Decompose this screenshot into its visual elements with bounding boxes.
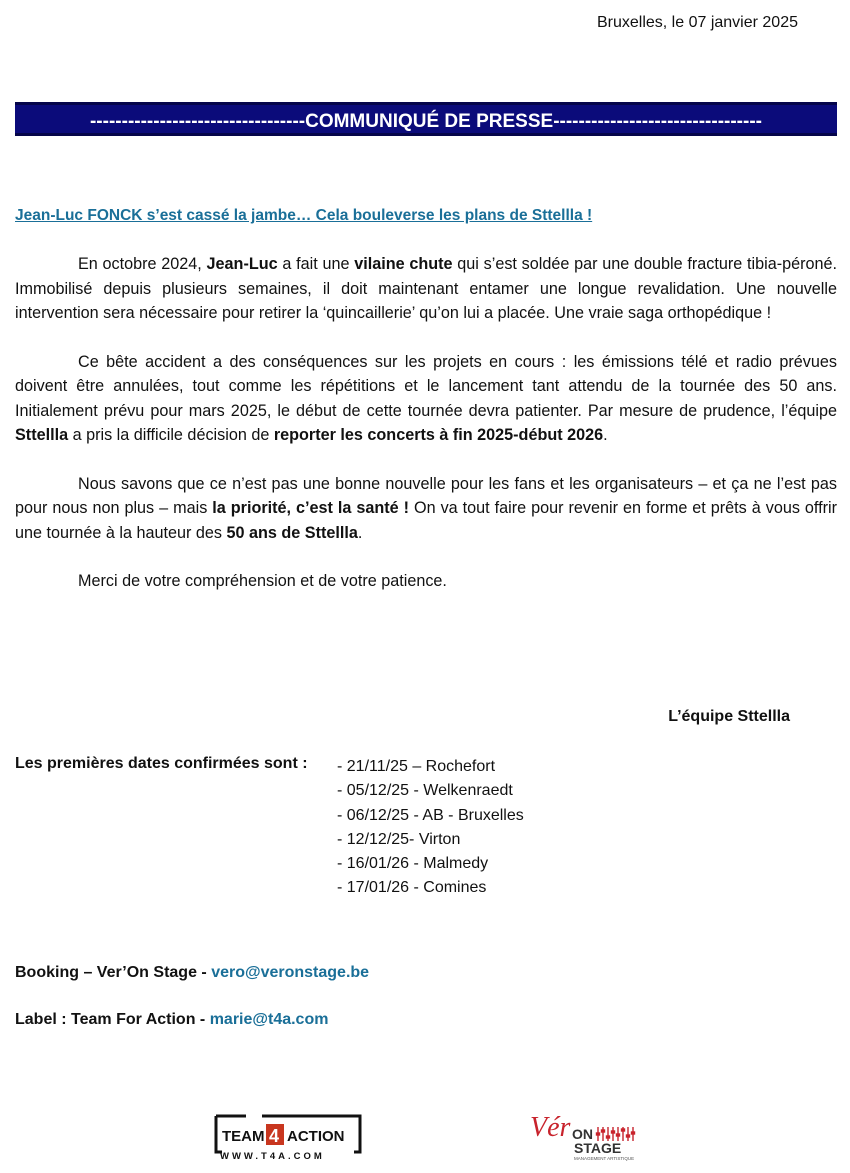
paragraph-2 xyxy=(15,350,837,448)
dates-label: Les premières dates confirmées sont : xyxy=(15,755,308,772)
signature: L’équipe Sttellla xyxy=(668,708,790,725)
body-text-segment: Ce bête accident a des conséquences sur les projets en cours : les émissions télé et radio prévues doivent être annulées, tout comme les répétitions et le lancement tant attendu de la tournée des 50 ans. Initialement prévu pour mars 2025, le début de cette tournée devra patienter. Par mesure de prudence, l’équipe xyxy=(15,352,837,420)
body-text-segment: En octobre 2024, xyxy=(78,255,207,273)
paragraph-3 xyxy=(15,472,837,546)
list-item: - 05/12/25 - Welkenraedt xyxy=(337,782,513,800)
body-text-segment: . xyxy=(603,426,608,444)
paragraph-1 xyxy=(15,252,837,326)
press-release-banner: ----------------------------------COMMUNIQUÉ DE PRESSE--------------------------------- xyxy=(15,102,837,136)
emphasis-text: Jean-Luc xyxy=(206,255,278,273)
label-email-link[interactable]: marie@t4a.com xyxy=(209,1011,329,1028)
list-item: - 12/12/25- Virton xyxy=(337,830,461,848)
t4a-word-right: ACTION xyxy=(287,1128,345,1145)
booking-email-link[interactable]: vero@veronstage.be xyxy=(211,964,370,981)
body-text-segment: a pris la difficile décision de xyxy=(68,426,274,444)
body-text-segment: a fait une xyxy=(277,255,355,273)
body-text-segment: Nous savons que ce n’est pas une bonne nouvelle pour les fans et les organisateurs – et ça ne l’est pas pour nous non plus – mais xyxy=(15,474,837,517)
t4a-word-left: TEAM xyxy=(222,1128,265,1145)
emphasis-text: Sttellla xyxy=(15,426,69,444)
label-contact xyxy=(15,1011,328,1029)
veron-script: Vér xyxy=(530,1112,571,1143)
emphasis-text: vilaine chute xyxy=(354,255,453,273)
list-item: - 17/01/26 - Comines xyxy=(337,879,487,897)
t4a-digit: 4 xyxy=(269,1126,280,1146)
emphasis-text: la priorité, c’est la santé ! xyxy=(212,499,410,517)
list-item: - 21/11/25 – Rochefort xyxy=(337,758,496,775)
body-text-segment: qui s’est soldée par une double fracture tibia-péroné. Immobilisé depuis plusieurs semaines, il doit maintenant entamer une longue revalidation. Une nouvelle intervention sera nécessaire pour retirer la ‘quincaillerie’ qu’on lui a placée. Une vraie saga orthopédique ! xyxy=(15,255,837,322)
booking-contact xyxy=(15,964,369,982)
emphasis-text: 50 ans de Sttellla xyxy=(226,523,358,542)
veronstage-logo xyxy=(530,1103,642,1163)
body-text-segment: On va tout faire pour revenir en forme et prêts à vous offrir une tournée à la hauteur des xyxy=(15,499,837,542)
veron-tagline: MANAGEMENT ARTISTIQUE xyxy=(574,1156,635,1161)
list-item: - 16/01/26 - Malmedy xyxy=(337,855,489,873)
list-item: - 06/12/25 - AB - Bruxelles xyxy=(337,806,524,824)
date-line: Bruxelles, le 07 janvier 2025 xyxy=(596,14,798,31)
body-text-segment: . xyxy=(357,523,363,542)
dates-list xyxy=(337,755,524,901)
t4a-url: WWW.T4A.COM xyxy=(220,1151,325,1162)
veron-stage: STAGE xyxy=(574,1140,622,1156)
body-text xyxy=(15,252,837,618)
mixer-icon xyxy=(597,1127,635,1141)
label-label: Label : Team For Action - xyxy=(15,1011,210,1028)
veron-on: ON xyxy=(572,1126,593,1142)
body-text-segment: Merci de votre compréhension et de votre patience. xyxy=(78,572,447,590)
paragraph-4 xyxy=(15,569,837,594)
headline: Jean-Luc FONCK s’est cassé la jambe… Cela bouleverse les plans de Sttellla ! xyxy=(15,207,593,224)
emphasis-text: reporter les concerts à fin 2025-début 2026 xyxy=(273,426,604,444)
booking-label: Booking – Ver’On Stage - xyxy=(15,964,212,981)
team4action-logo xyxy=(212,1112,364,1162)
